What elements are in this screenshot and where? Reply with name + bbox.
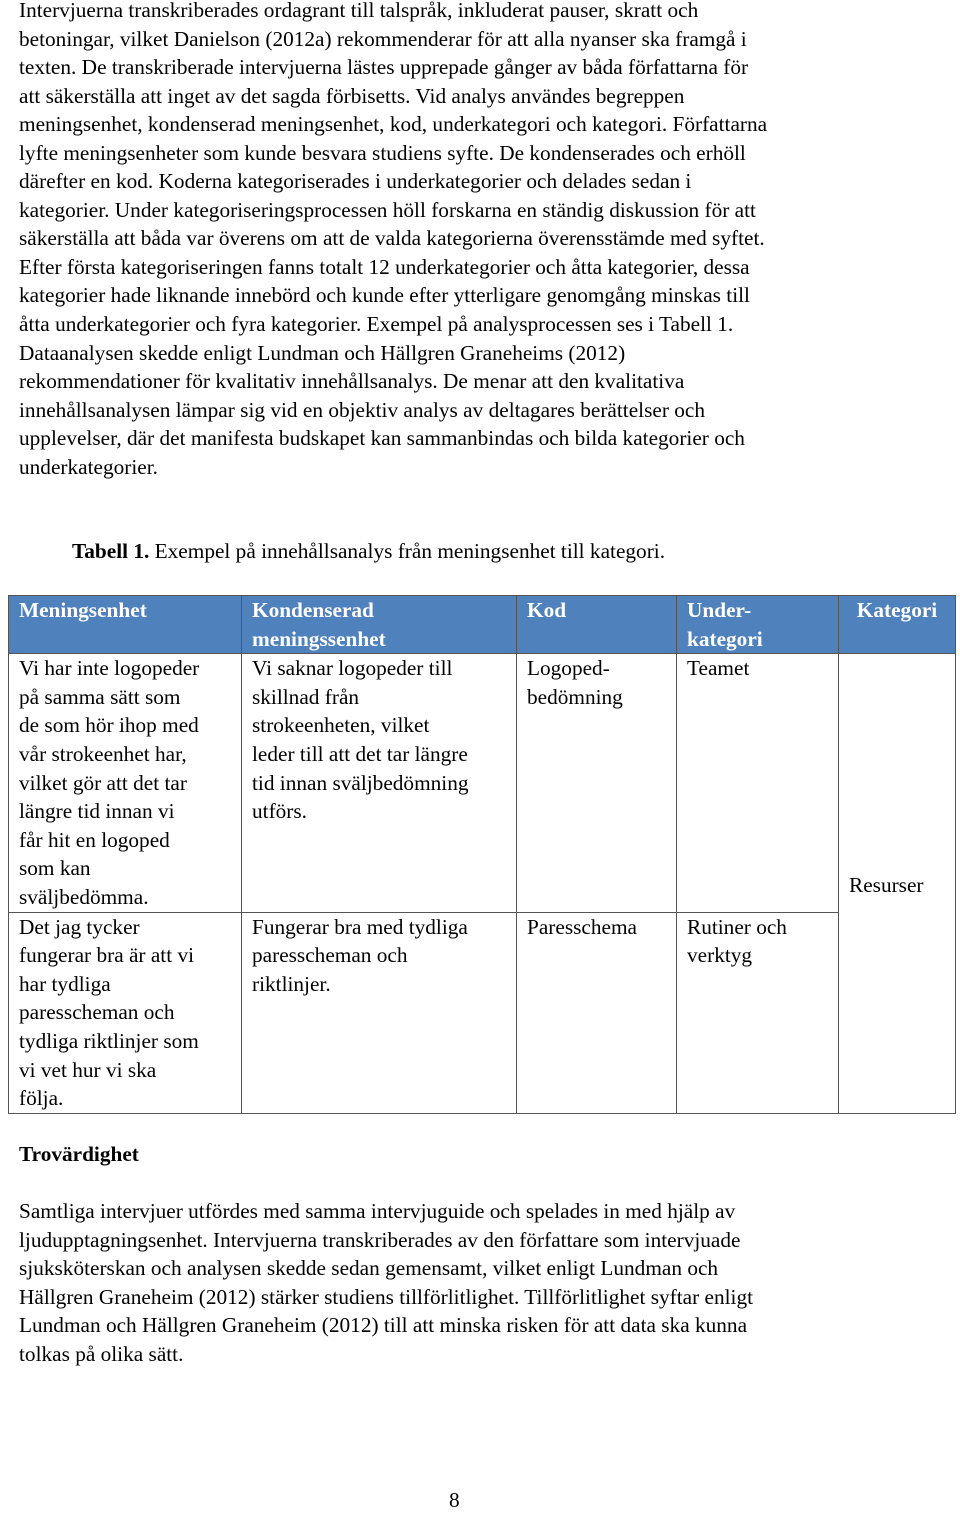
table-header-row <box>9 596 956 654</box>
text-line: Intervjuerna transkriberades ordagrant till talspråk, inkluderat pauser, skratt och <box>19 0 699 22</box>
table-caption <box>72 537 665 565</box>
table-caption-label: Tabell 1. <box>72 539 150 563</box>
header-underkategori: Under- kategori <box>677 596 839 654</box>
text-line: upplevelser, där det manifesta budskapet kan sammanbindas och bilda kategorier och <box>19 426 745 451</box>
cell-underkategori: Teamet <box>677 654 839 912</box>
text-line: lyfte meningsenheter som kunde besvara studiens syfte. De kondenserades och erhöll <box>19 140 746 165</box>
text-line: kategorier. Under kategoriseringsprocessen höll forskarna en ständig diskussion för att <box>19 197 756 222</box>
text-line: Efter första kategoriseringen fanns totalt 12 underkategorier och åtta kategorier, dessa <box>19 254 750 279</box>
text-line: betoningar, vilket Danielson (2012a) rekommenderar för att alla nyanser ska framgå i <box>19 26 747 51</box>
text-line: Dataanalysen skedde enligt Lundman och Hällgren Graneheims (2012) <box>19 340 626 365</box>
text-line: åtta underkategorier och fyra kategorier. Exempel på analysprocessen ses i Tabell 1. <box>19 312 734 337</box>
text-line: rekommendationer för kvalitativ innehållsanalys. De menar att den kvalitativa <box>19 369 685 394</box>
cell-kod: Logoped- bedömning <box>517 654 677 912</box>
header-kondenserad: Kondenserad meningssenhet <box>242 596 517 654</box>
text-line: texten. De transkriberade intervjuerna lästes upprepade gånger av båda författarna för <box>19 55 749 80</box>
cell-kondenserad: Vi saknar logopeder till skillnad från strokeenheten, vilket leder till att det tar längre tid innan sväljbedömning utförs. <box>242 654 517 912</box>
header-meningsenhet: Meningsenhet <box>9 596 242 654</box>
text-line: meningsenhet, kondenserad meningsenhet, kod, underkategori och kategori. Författarna <box>19 112 768 137</box>
table-row <box>9 654 956 912</box>
text-line: innehållsanalysen lämpar sig vid en objektiv analys av deltagares berättelser och <box>19 397 705 422</box>
table-row <box>9 912 956 1113</box>
body-paragraph <box>19 1197 959 1368</box>
section-heading: Trovärdighet <box>19 1142 139 1166</box>
text-line: säkerställa att båda var överens om att de valda kategorierna överensstämde med syftet. <box>19 226 765 251</box>
cell-meningsenhet: Vi har inte logopeder på samma sätt som de som hör ihop med vår strokeenhet har, vilket gör att det tar längre tid innan vi får hit en logoped som kan sväljbedömma. <box>9 654 242 912</box>
text-line: Lundman och Hällgren Graneheim (2012) till att minska risken för att data ska kunna <box>19 1313 748 1338</box>
text-line: Samtliga intervjuer utfördes med samma intervjuguide och spelades in med hjälp av <box>19 1199 736 1223</box>
text-line: därefter en kod. Koderna kategoriserades i underkategorier och delades sedan i <box>19 169 692 194</box>
text-line: sjuksköterskan och analysen skedde sedan gemensamt, vilket enligt Lundman och <box>19 1256 719 1281</box>
cell-kondenserad: Fungerar bra med tydliga paresscheman och riktlinjer. <box>242 912 517 1113</box>
cell-underkategori: Rutiner och verktyg <box>677 912 839 1113</box>
analysis-table <box>8 595 956 1114</box>
header-kategori: Kategori <box>839 596 956 654</box>
table-caption-text: Exempel på innehållsanalys från meningsenhet till kategori. <box>149 539 666 563</box>
text-line: ljudupptagningsenhet. Intervjuerna transkriberades av den författare som intervjuade <box>19 1227 741 1252</box>
cell-kategori: Resurser <box>839 654 956 1114</box>
header-kod: Kod <box>517 596 677 654</box>
page-number: 8 <box>449 1488 460 1512</box>
text-line: att säkerställa att inget av det sagda förbisetts. Vid analys användes begreppen <box>19 83 685 108</box>
text-line: kategorier hade liknande innebörd och kunde efter ytterligare genomgång minskas till <box>19 283 750 308</box>
cell-meningsenhet: Det jag tycker fungerar bra är att vi har tydliga paresscheman och tydliga riktlinjer som vi vet hur vi ska följa. <box>9 912 242 1113</box>
cell-kod: Paresschema <box>517 912 677 1113</box>
text-line: tolkas på olika sätt. <box>19 1341 184 1366</box>
intro-paragraph <box>19 0 959 481</box>
text-line: Hällgren Graneheim (2012) stärker studiens tillförlitlighet. Tillförlitlighet syftar enligt <box>19 1284 754 1309</box>
text-line: underkategorier. <box>19 454 158 479</box>
